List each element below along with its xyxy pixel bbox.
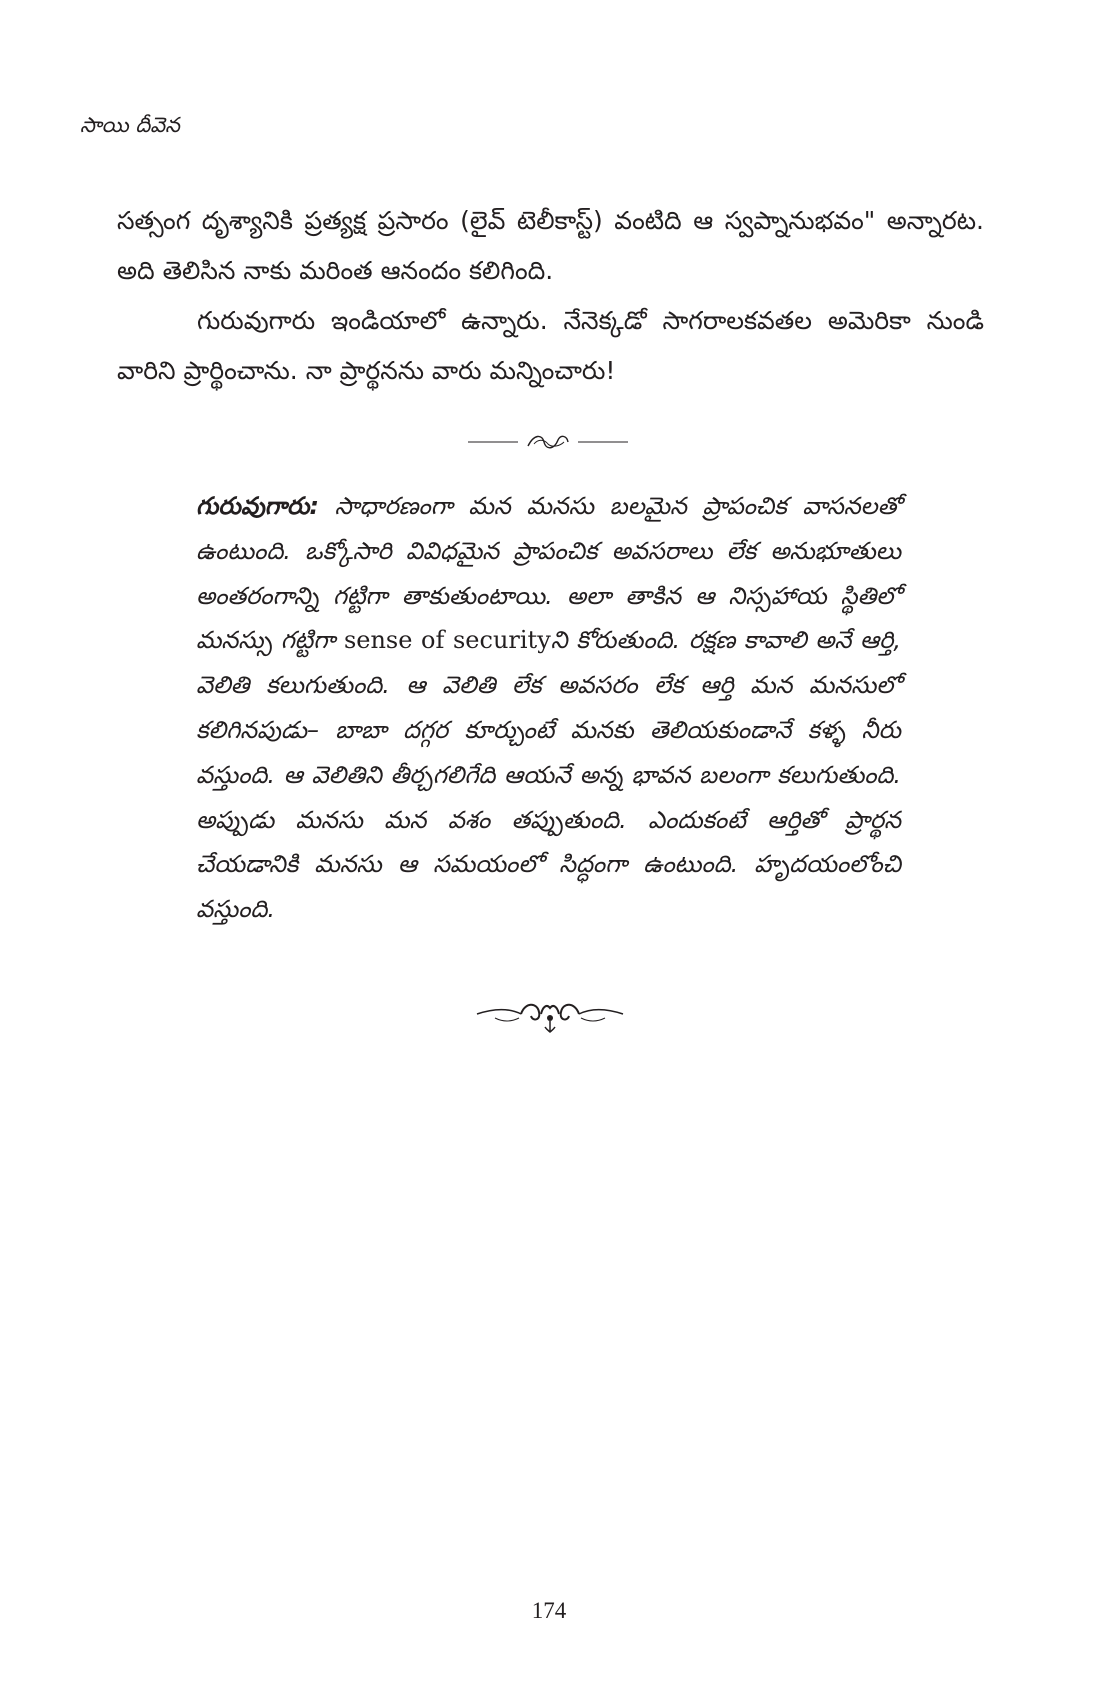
quote-english-phrase: sense of security: [343, 626, 551, 655]
page-number: 174: [531, 1598, 567, 1623]
running-header: సాయి దీవెన: [80, 113, 180, 137]
paragraph-2: గురువుగారు ఇండియాలో ఉన్నారు. నేనెక్కడో సాగరాలకవతల అమెరికా నుండి వారిని ప్రార్థించాను. నా ప్రార్థనను వారు మన్నించారు!: [117, 306, 984, 385]
quote-speaker: గురువుగారు:: [196, 492, 320, 520]
swirl-divider-icon: [468, 430, 628, 454]
body-text: [117, 196, 984, 396]
quote-text-part-2: ని కోరుతుంది. రక్షణ కావాలి అనే ఆర్తి, వెలితి కలుగుతుంది. ఆ వెలితి లేక అవసరం లేక ఆర్తి మన మనసులో కలిగినపుడు– బాబా దగ్గర కూర్చుంటే మనకు తెలియకుండానే కళ్ళ నీరు వస్తుంది. ఆ వెలితిని తీర్చగలిగేది ఆయనే అన్న భావన బలంగా కలుగుతుంది. అప్పుడు మనసు మన వశం తప్పుతుంది. ఎందుకంటే ఆర్తితో ప్రార్థన చేయడానికి మనసు ఆ సమయంలో సిద్ధంగా ఉంటుంది. హృదయంలోంచి వస్తుంది.: [196, 626, 901, 924]
guru-quote: [196, 484, 901, 932]
quote-text-part-1: సాధారణంగా మన మనసు బలమైన ప్రాపంచిక వాసనలతో ఉంటుంది. ఒక్కోసారి వివిధమైన ప్రాపంచిక అవసరాలు లేక అనుభూతులు అంతరంగాన్ని గట్టిగా తాకుతుంటాయి. అలా తాకిన ఆ నిస్సహాయ స్థితిలో మనస్సు గట్టిగా: [196, 492, 901, 655]
floral-ornament-icon: [475, 994, 625, 1036]
paragraph-1: సత్సంగ దృశ్యానికి ప్రత్యక్ష ప్రసారం (లైవ్ టెలీకాస్ట్) వంటిది ఆ స్వప్నానుభవం" అన్నారట. అది తెలిసిన నాకు మరింత ఆనందం కలిగింది.: [117, 206, 984, 285]
